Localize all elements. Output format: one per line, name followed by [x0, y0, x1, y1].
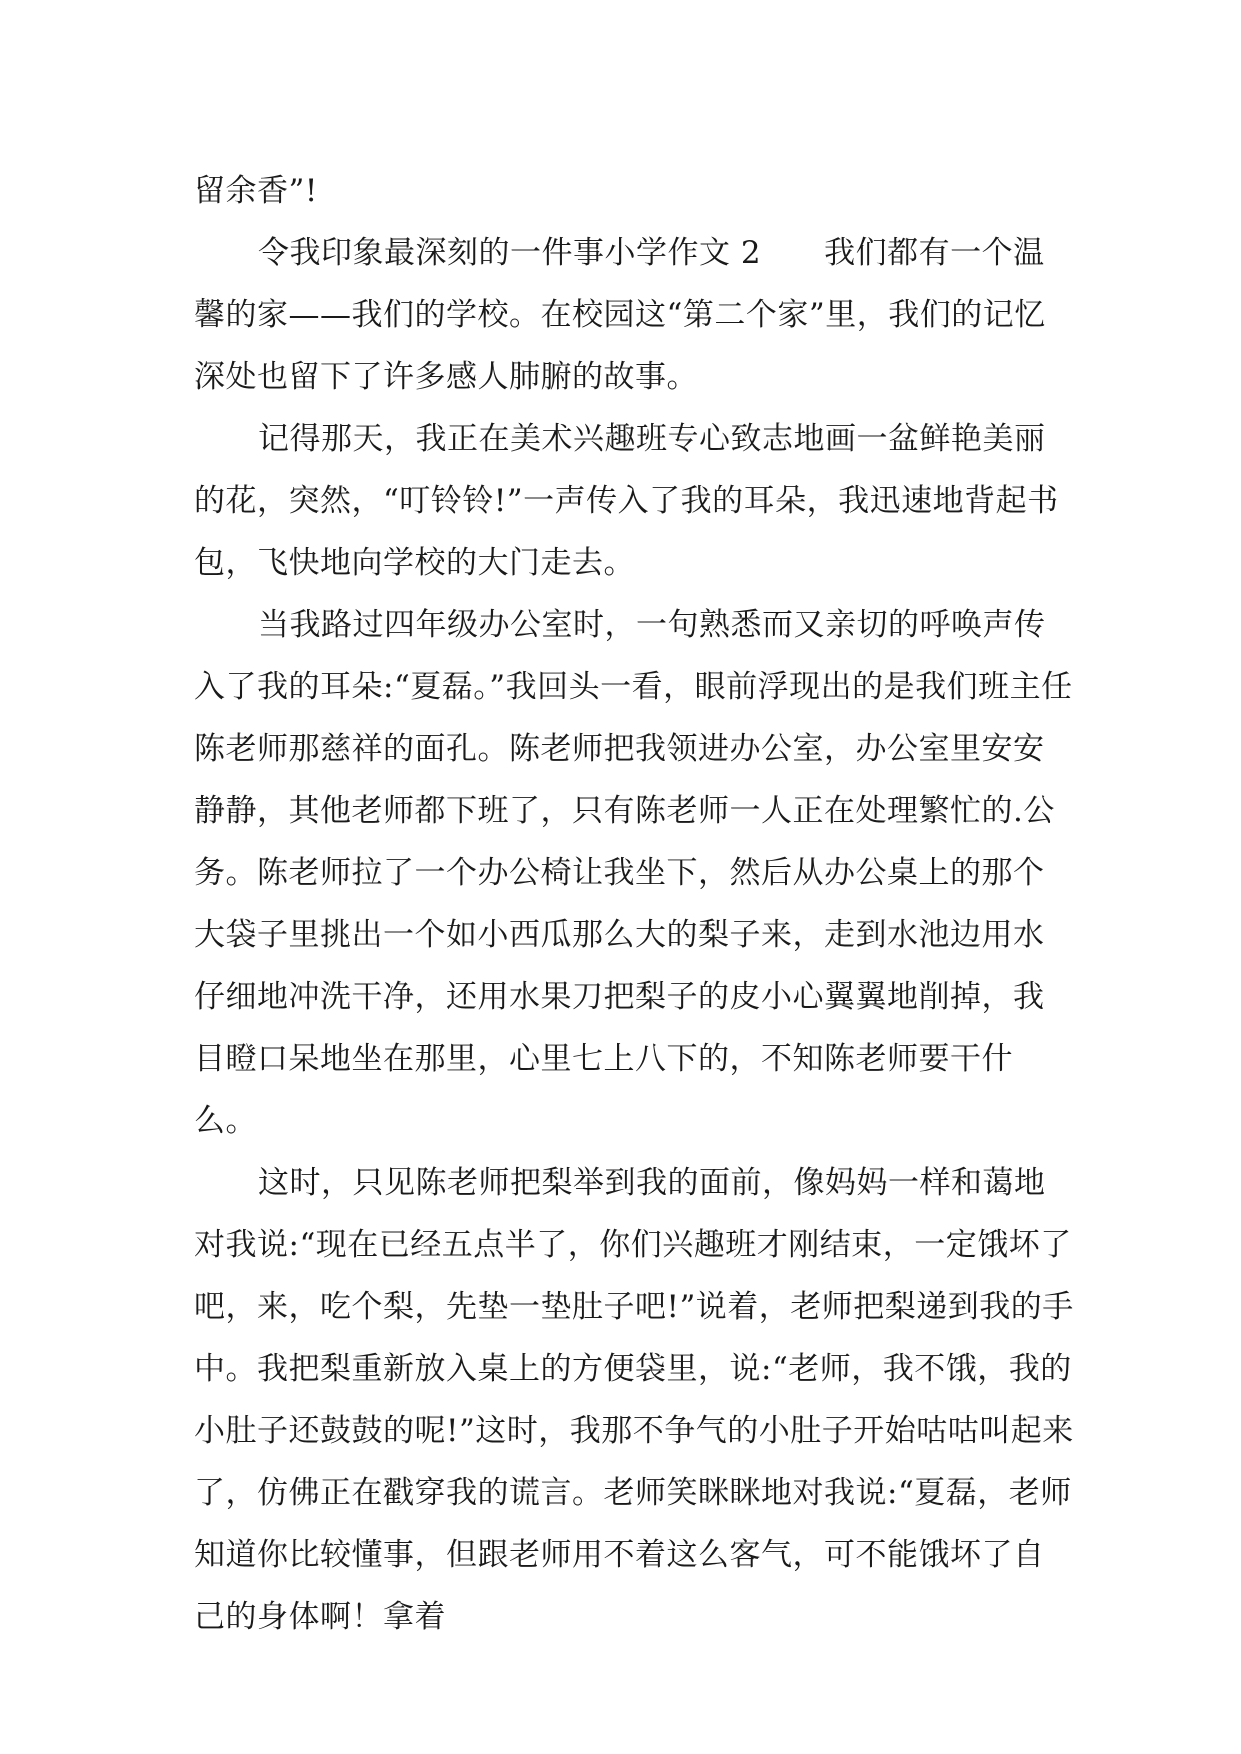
- paragraph-3: 记得那天，我正在美术兴趣班专心致志地画一盆鲜艳美丽的花，突然，“叮铃铃!”一声传入了我的耳朵，我迅速地背起书包，飞快地向学校的大门走去。: [194, 421, 1059, 581]
- paragraph-1: 留余香”!: [194, 173, 318, 209]
- paragraph-2: 令我印象最深刻的一件事小学作文 2 我们都有一个温馨的家——我们的学校。在校园这“第二个家”里，我们的记忆深处也留下了许多感人肺腑的故事。: [194, 235, 1046, 395]
- paragraph-4: 当我路过四年级办公室时，一句熟悉而又亲切的呼唤声传入了我的耳朵:“夏磊。”我回头一看，眼前浮现出的是我们班主任陈老师那慈祥的面孔。陈老师把我领进办公室，办公室里安安静静，其他老师都下班了，只有陈老师一人正在处理繁忙的.公务。陈老师拉了一个办公椅让我坐下，然后从办公桌上的那个大袋子里挑出一个如小西瓜那么大的梨子来，走到水池边用水仔细地冲洗干净，还用水果刀把梨子的皮小心翼翼地削掉，我目瞪口呆地坐在那里，心里七上八下的，不知陈老师要干什么。: [194, 607, 1073, 1139]
- document-body: [194, 160, 1074, 1648]
- paragraph-5: 这时，只见陈老师把梨举到我的面前，像妈妈一样和蔼地对我说:“现在已经五点半了，你们兴趣班才刚结束，一定饿坏了吧，来，吃个梨，先垫一垫肚子吧!”说着，老师把梨递到我的手中。我把梨重新放入桌上的方便袋里，说:“老师，我不饿，我的小肚子还鼓鼓的呢!”这时，我那不争气的小肚子开始咕咕叫起来了，仿佛正在戳穿我的谎言。老师笑眯眯地对我说:“夏磊，老师知道你比较懂事，但跟老师用不着这么客气，可不能饿坏了自己的身体啊！拿着: [194, 1165, 1074, 1635]
